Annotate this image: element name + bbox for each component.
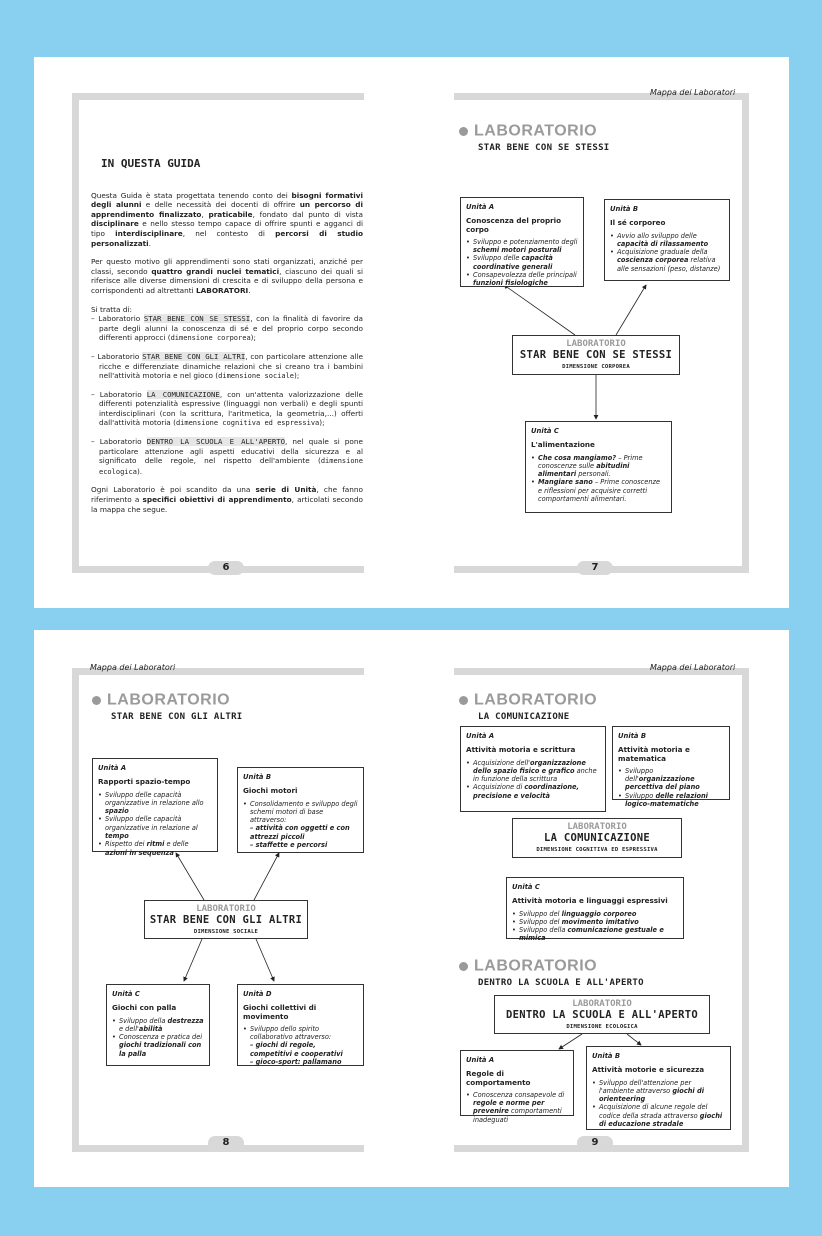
unit-box-c: Unità C Attività motoria e linguaggi espressivi • Sviluppo del linguaggio corporeo • Sviluppo del movimento imitativo • Sviluppo della comunicazione gestuale e mimica bbox=[506, 877, 684, 939]
unit-item: • Sviluppo della destrezza e dell'abilità bbox=[112, 1017, 204, 1034]
unit-item: • Consapevolezza delle principali funzioni fisiologiche bbox=[466, 271, 578, 288]
guide-title: IN QUESTA GUIDA bbox=[101, 157, 201, 170]
lab-center-box: LABORATORIO LA COMUNICAZIONE DIMENSIONE COGNITIVA ED ESPRESSIVA bbox=[512, 818, 682, 858]
connector-arrows bbox=[34, 57, 789, 608]
lab-heading-comunicazione: LABORATORIO LA COMUNICAZIONE bbox=[459, 690, 597, 722]
unit-item: • Sviluppo dello spirito collaborativo attraverso: – giochi di regole, competitivi e cooperativi – gioco-sport: pallamano bbox=[243, 1025, 358, 1066]
running-head: Mappa dei Laboratori bbox=[650, 88, 736, 97]
guide-list-item: – Laboratorio STAR BENE CON GLI ALTRI, con particolare attenzione alle ricche e differenziate dinamiche relazioni che si creano tra i bambini nell'attività motoria e nel gioco (dimensione sociale); bbox=[91, 351, 363, 381]
unit-item: • Acquisizione di coordinazione, precisione e velocità bbox=[466, 783, 600, 800]
spread-pages-6-7 bbox=[34, 57, 789, 608]
unit-item: • Acquisizione graduale della coscienza corporea relativa alle sensazioni (peso, distanze) bbox=[610, 248, 724, 273]
lab-heading-scuola: LABORATORIO DENTRO LA SCUOLA E ALL'APERTO bbox=[459, 956, 644, 988]
unit-box-c: Unità C L'alimentazione • Che cosa mangiamo? – Prime conoscenze sulle abitudini alimentari personali. • Mangiare sano – Prime conoscenze e riflessioni per acquisire corretti comportamenti alimentari. bbox=[525, 421, 672, 513]
unit-box-a: Unità A Conoscenza del proprio corpo • Sviluppo e potenziamento degli schemi motori posturali • Sviluppo delle capacità coordinative generali • Consapevolezza delle principali funzioni fisiologiche bbox=[460, 197, 584, 287]
bullet-dot bbox=[459, 962, 468, 971]
guide-paragraph-2: Per questo motivo gli apprendimenti sono stati organizzati, anziché per classi, secondo quattro grandi nuclei tematici, ciascuno dei quali si riferisce alle diverse dimensioni di crescita e di sviluppo della persona e corrispondenti ad altrettanti LABORATORI. bbox=[91, 257, 363, 295]
unit-item: • Sviluppo del movimento imitativo bbox=[512, 918, 678, 926]
unit-box-a: Unità A Attività motoria e scrittura • Acquisizione dell'organizzazione dello spazio fisico e grafico anche in funzione della scrittura • Acquisizione di coordinazione, precisione e velocità bbox=[460, 726, 606, 812]
unit-item: • Sviluppo delle capacità organizzative in relazione allo spazio bbox=[98, 791, 212, 816]
page-number: 8 bbox=[208, 1136, 244, 1150]
unit-item: • Acquisizione di alcune regole del codice della strada attraverso giochi di educazione stradale bbox=[592, 1103, 725, 1128]
unit-item: • Che cosa mangiamo? – Prime conoscenze sulle abitudini alimentari personali. bbox=[531, 454, 666, 479]
unit-box-b: Unità B Attività motorie e sicurezza • Sviluppo dell'attenzione per l'ambiente attraverso giochi di orienteering • Acquisizione di alcune regole del codice della strada attraverso giochi di educazione stradale bbox=[586, 1046, 731, 1130]
guide-paragraph-3: Ogni Laboratorio è poi scandito da una serie di Unità, che fanno riferimento a specifici obiettivi di apprendimento, articolati secondo la mappa che segue. bbox=[91, 485, 364, 514]
unit-item: • Conoscenza e pratica dei giochi tradizionali con la palla bbox=[112, 1033, 204, 1058]
guide-list-item: – Laboratorio LA COMUNICAZIONE, con un'attenta valorizzazione delle differenti potenzialità espressive (linguaggi non verbali) e degli spunti interdisciplinari (con la scrittura, l'aritmetica, la geometria,...) offerti dall'attività motoria (dimensione cognitiva ed espressiva); bbox=[91, 389, 364, 428]
unit-box-d: Unità D Giochi collettivi di movimento • Sviluppo dello spirito collaborativo attraverso: – giochi di regole, competitivi e cooperativi – gioco-sport: pallamano bbox=[237, 984, 364, 1066]
unit-item: • Mangiare sano – Prime conoscenze e riflessioni per acquisire corretti comportamenti alimentari. bbox=[531, 478, 666, 503]
bullet-dot bbox=[459, 696, 468, 705]
unit-item: • Sviluppo della comunicazione gestuale e mimica bbox=[512, 926, 678, 943]
unit-box-a: Unità A Regole di comportamento • Conoscenza consapevole di regole e norme per prevenire comportamenti inadeguati bbox=[460, 1050, 574, 1116]
unit-item: • Consolidamento e sviluppo degli schemi motori di base attraverso: – attività con oggetti e con attrezzi piccoli – staffette e percorsi bbox=[243, 800, 358, 850]
unit-box-a: Unità A Rapporti spazio-tempo • Sviluppo delle capacità organizzative in relazione allo spazio • Sviluppo delle capacità organizzative in relazione al tempo • Rispetto dei ritmi e delle azioni in sequenza bbox=[92, 758, 218, 852]
unit-item: • Sviluppo delle relazioni logico-matematiche bbox=[618, 792, 724, 809]
unit-item: • Sviluppo dell'attenzione per l'ambiente attraverso giochi di orienteering bbox=[592, 1079, 725, 1104]
running-head: Mappa dei Laboratori bbox=[90, 663, 176, 672]
spread-pages-8-9 bbox=[34, 630, 789, 1187]
unit-item: • Rispetto dei ritmi e delle azioni in sequenza bbox=[98, 840, 212, 857]
lab-center-box: LABORATORIO DENTRO LA SCUOLA E ALL'APERTO DIMENSIONE ECOLOGICA bbox=[494, 995, 710, 1034]
guide-paragraph-1: Questa Guida è stata progettata tenendo conto dei bisogni formativi degli alunni e delle necessità dei docenti di offrire un percorso di apprendimento finalizzato, praticabile, fondato dal punto di vista disciplinare e nello stesso tempo capace di offrire spunti e agganci di tipo interdisciplinare, nel contesto di percorsi di studio personalizzati. bbox=[91, 190, 363, 248]
unit-box-b: Unità B Giochi motori • Consolidamento e sviluppo degli schemi motori di base attraverso: – attività con oggetti e con attrezzi piccoli – staffette e percorsi bbox=[237, 767, 364, 853]
unit-item: • Acquisizione dell'organizzazione dello spazio fisico e grafico anche in funzione della scrittura bbox=[466, 759, 600, 784]
lab-heading-altri: LABORATORIO STAR BENE CON GLI ALTRI bbox=[92, 690, 243, 722]
page-number: 9 bbox=[577, 1136, 613, 1150]
guide-list-item: – Laboratorio DENTRO LA SCUOLA E ALL'APERTO, nel quale si pone particolare attenzione agli aspetti educativi della sicurezza e al significato delle regole, nel rispetto dell'ambiente (dimensione ecologica). bbox=[91, 437, 363, 476]
guide-list-intro: Si tratta di: bbox=[91, 304, 132, 314]
lab-center-box: LABORATORIO STAR BENE CON SE STESSI DIMENSIONE CORPOREA bbox=[512, 335, 680, 375]
lab-center-box: LABORATORIO STAR BENE CON GLI ALTRI DIMENSIONE SOCIALE bbox=[144, 900, 308, 939]
running-head: Mappa dei Laboratori bbox=[650, 663, 736, 672]
unit-item: • Sviluppo e potenziamento degli schemi motori posturali bbox=[466, 238, 578, 255]
unit-item: • Avvio allo sviluppo delle capacità di rilassamento bbox=[610, 232, 724, 249]
lab-heading-se-stessi: LABORATORIO STAR BENE CON SE STESSI bbox=[459, 121, 610, 153]
page-number: 6 bbox=[208, 561, 244, 575]
unit-box-b: Unità B Attività motoria e matematica • Sviluppo dell'organizzazione percettiva del piano • Sviluppo delle relazioni logico-matematiche bbox=[612, 726, 730, 800]
unit-box-c: Unità C Giochi con palla • Sviluppo della destrezza e dell'abilità • Conoscenza e pratica dei giochi tradizionali con la palla bbox=[106, 984, 210, 1066]
guide-list-item: – Laboratorio STAR BENE CON SE STESSI, con la finalità di favorire da parte degli alunni la conoscenza di sé e del proprio corpo secondo differenti approcci (dimensione corporea); bbox=[91, 314, 363, 343]
bullet-dot bbox=[92, 696, 101, 705]
unit-box-b: Unità B Il sé corporeo • Avvio allo sviluppo delle capacità di rilassamento • Acquisizione graduale della coscienza corporea relativa alle sensazioni (peso, distanze) bbox=[604, 199, 730, 281]
unit-item: • Sviluppo del linguaggio corporeo bbox=[512, 910, 678, 918]
unit-item: • Sviluppo dell'organizzazione percettiva del piano bbox=[618, 767, 724, 792]
unit-item: • Sviluppo delle capacità coordinative generali bbox=[466, 254, 578, 271]
page-number: 7 bbox=[577, 561, 613, 575]
unit-item: • Conoscenza consapevole di regole e norme per prevenire comportamenti inadeguati bbox=[466, 1091, 568, 1124]
unit-item: • Sviluppo delle capacità organizzative in relazione al tempo bbox=[98, 815, 212, 840]
